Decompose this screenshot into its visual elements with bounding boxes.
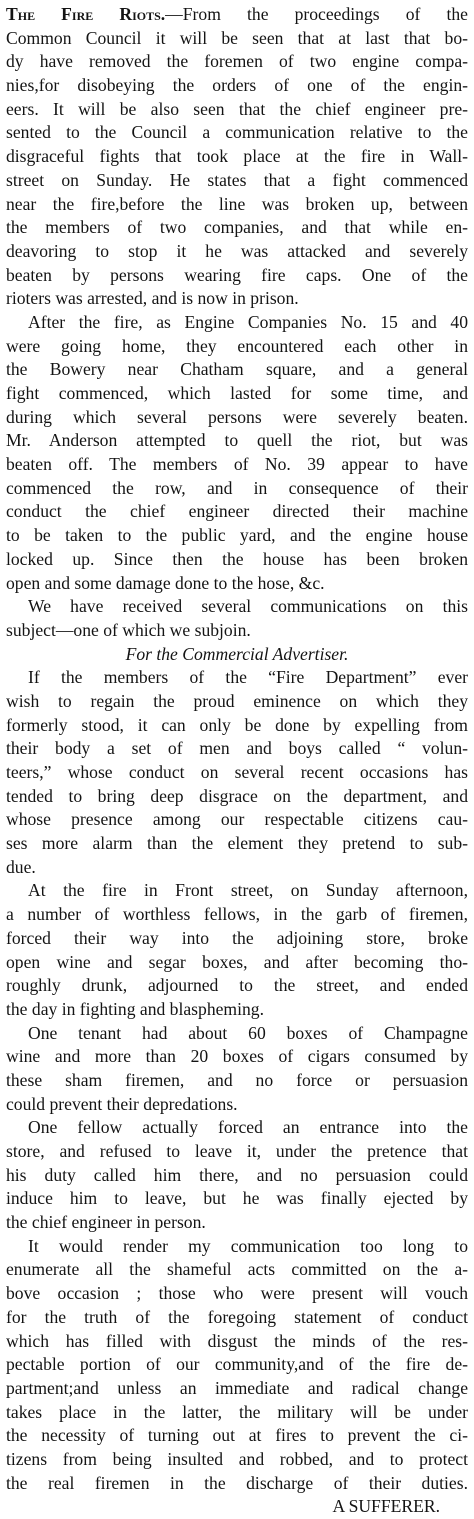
letter-line: store, and refused to leave it, under the pretence that — [6, 1141, 468, 1161]
article-line: Common Council it will be seen that at last that bo- — [6, 27, 468, 48]
letter-line: due. — [6, 856, 36, 877]
letter-line: which has filled with disgust the minds of the res- — [6, 1330, 468, 1351]
letter-line: open wine and segar boxes, and after becoming tho- — [6, 951, 468, 972]
article-line: beaten by persons wearing fire caps. One of the — [6, 264, 468, 285]
letter-line: the necessity of turning out at fires to prevent the ci- — [6, 1425, 468, 1446]
letter-line: tizens from being insulted and robbed, and to protect — [6, 1448, 468, 1469]
letter-line: tended to bring deep disgrace on the department, and — [6, 785, 468, 806]
article-line: Mr. Anderson attempted to quell the riot, but was — [6, 430, 468, 451]
letter-line: If the members of the “Fire Department” ever — [28, 667, 468, 688]
article-line: the members of two companies, and that while en- — [6, 217, 468, 238]
article-line: commenced the row, and in consequence of their — [6, 477, 468, 498]
letter-line: induce him to leave, but he was finally ejected by — [6, 1188, 468, 1209]
article-line: during which several persons were severely beaten. — [6, 406, 468, 427]
letter-line: roughly drunk, adjourned to the street, and ended — [6, 975, 468, 996]
letter-signature: A SUFFERER. — [332, 1496, 440, 1517]
article-line: eers. It will be also seen that the chief engineer pre- — [6, 98, 468, 119]
letter-byline: For the Commercial Advertiser. — [125, 643, 349, 664]
letter-line: It would render my communication too long to — [28, 1235, 468, 1256]
letter-line: pectable portion of our community,and of the fire de- — [6, 1354, 468, 1375]
article-line: locked up. Since then the house has been broken — [6, 548, 468, 569]
article-line: near the fire,before the line was broken up, between — [6, 193, 468, 214]
letter-line: the real firemen in the discharge of their duties. — [6, 1472, 468, 1493]
article-headline: The Fire Riots. — [6, 4, 166, 24]
letter-line: wish to regain the proud eminence on which they — [6, 690, 468, 711]
article-line: disgraceful fights that took place at the fire in Wall- — [6, 146, 468, 167]
letter-line: teers,” whose conduct on several recent occasions has — [6, 762, 468, 782]
article-line: —From the proceedings of the — [165, 4, 468, 24]
letter-line: One tenant had about 60 boxes of Champagne — [28, 1022, 468, 1043]
letter-line: takes place in the latter, the military will be under — [6, 1401, 468, 1422]
article-line: to be taken to the public yard, and the engine house — [6, 525, 468, 546]
article-line: street on Sunday. He states that a fight commenced — [6, 169, 468, 190]
letter-line: bove occasion ; those who were present will vouch — [6, 1283, 468, 1304]
letter-line: the day in fighting and blaspheming. — [6, 998, 264, 1019]
article-line: dy have removed the foremen of two engine compa- — [6, 51, 468, 72]
article-line: fight commenced, which lasted for some time, and — [6, 383, 468, 403]
article-line: were going home, they encountered each other in — [6, 335, 468, 356]
article-line: We have received several communications on this — [28, 596, 468, 617]
article-first-line — [6, 3, 468, 27]
article-line: rioters was arrested, and is now in prison. — [6, 288, 299, 309]
letter-line: wine and more than 20 boxes of cigars consumed by — [6, 1046, 468, 1067]
letter-line: ses more alarm than the element they pretend to sub- — [6, 833, 468, 854]
article-line: the Bowery near Chatham square, and a general — [6, 359, 468, 380]
article-line: beaten off. The members of No. 39 appear to have — [6, 454, 468, 475]
letter-line: for the truth of the foregoing statement of conduct — [6, 1306, 468, 1327]
article-line: open and some damage done to the hose, &c. — [6, 572, 325, 593]
letter-line: At the fire in Front street, on Sunday afternoon, — [28, 880, 468, 901]
letter-line: formerly stood, it can only be done by expelling from — [6, 714, 468, 735]
letter-line: their body a set of men and boys called “ volun- — [6, 738, 468, 759]
article-line: conduct the chief engineer directed their machine — [6, 501, 468, 522]
article-line: nies,for disobeying the orders of one of the engin- — [6, 75, 468, 96]
letter-line: these sham firemen, and no force or persuasion — [6, 1069, 468, 1090]
letter-line: the chief engineer in person. — [6, 1212, 206, 1233]
letter-line: enumerate all the shameful acts committed on the a- — [6, 1259, 468, 1280]
letter-line: partment;and unless an immediate and radical change — [6, 1377, 468, 1398]
letter-line: a number of worthless fellows, in the garb of firemen, — [6, 904, 468, 925]
article-line: deavoring to stop it he was attacked and severely — [6, 240, 468, 261]
article-line: After the fire, as Engine Companies No. 15 and 40 — [28, 311, 468, 332]
article-line: subject—one of which we subjoin. — [6, 619, 251, 640]
letter-line: One fellow actually forced an entrance into the — [28, 1117, 468, 1138]
letter-line: forced their way into the adjoining store, broke — [6, 927, 468, 948]
letter-line: whose presence among our respectable citizens cau- — [6, 809, 468, 830]
letter-line: could prevent their depredations. — [6, 1093, 238, 1114]
article-line: sented to the Council a communication relative to the — [6, 122, 468, 143]
letter-line: his duty called him there, and no persuasion could — [6, 1164, 468, 1185]
